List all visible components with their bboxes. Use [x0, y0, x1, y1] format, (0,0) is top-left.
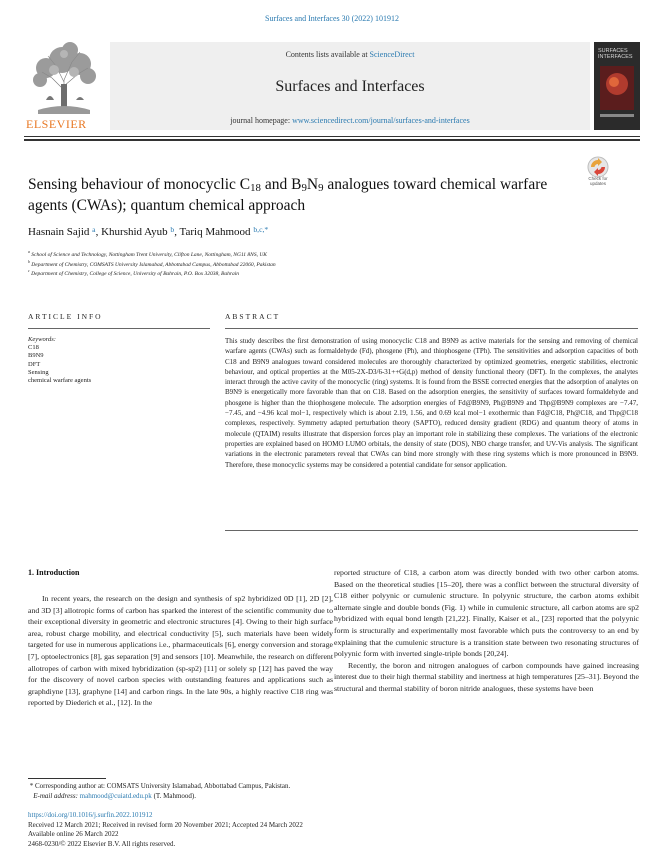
masthead-rule: [24, 136, 640, 137]
affiliations: [28, 251, 276, 280]
journal-homepage-link[interactable]: www.sciencedirect.com/journal/surfaces-and-interfaces: [292, 116, 470, 125]
copyright: 2468-0230/© 2022 Elsevier B.V. All rights reserved.: [28, 839, 176, 848]
article-info-rule: [28, 328, 210, 329]
keyword: chemical warfare agents: [28, 377, 92, 385]
keyword: B9N9: [28, 352, 44, 360]
corresponding-author-note: * Corresponding author at: COMSATS University Islamabad, Abbottabad Campus, Pakistan. E-mail address: mahmood@cuiatd.edu.pk (T. Mahmood).: [28, 782, 291, 800]
keywords-block: [28, 336, 91, 385]
author-list: Hasnain Sajid $^a$, Khurshid Ayub $^b$, Tariq Mahmood $^{b,c,*}$: [28, 225, 269, 238]
keyword: DFT: [28, 360, 41, 368]
contents-line: Contents lists available at ScienceDirect: [285, 50, 415, 59]
author-affiliation-mark[interactable]: a: [92, 225, 96, 234]
journal-cover[interactable]: [594, 42, 640, 130]
abstract-rule: [225, 328, 638, 329]
body-column-right: [334, 567, 639, 695]
keywords-title: Keywords:: [28, 336, 56, 343]
footnote-rule: [28, 778, 106, 779]
doi-link[interactable]: https://doi.org/10.1016/j.surfin.2022.101912: [28, 811, 153, 819]
masthead-rule-thick: [24, 139, 640, 141]
elsevier-tree-icon: [24, 40, 104, 116]
body-paragraph: Recently, the boron and nitrogen analogues of carbon compounds have gained increasing interest due to their high thermal stability and inertness at high temperatures [25–31]. Beyond the structural and thermal stability of boron nitride analogues, these systems have been: [334, 660, 639, 693]
journal-banner: [110, 42, 590, 130]
cover-art-icon: [594, 42, 640, 130]
publisher-name: ELSEVIER: [26, 117, 87, 131]
keyword: Sensing: [28, 368, 49, 376]
affiliation: $^a$ School of Science and Technology, Nottingham Trent University, Clifton Lane, Nottingham, NG11 8NS, UK: [28, 250, 267, 258]
available-online: Available online 26 March 2022: [28, 830, 119, 839]
cover-title: SURFACES INTERFACES: [598, 48, 633, 60]
masthead: [24, 40, 640, 134]
abstract-bottom-rule: [225, 530, 638, 531]
body-paragraph: reported structure of C18, a carbon atom was directly bonded with two other carbon atoms. Based on the theoretical studies [15–20], there was a conflict between the structural diversity of C18 either polyynic or cumulenic structure. In polyynic structure, the carbon atoms exhibit alternate single and double bonds (Fig. 1) while in cumulenic structure, all carbon atoms are sp2 hybridized with equal bond length [21,22]. Finally, Kaiser et al., [23] reported that the polyynic form is structurally and experimentally most favorable which puts the controversy to an end by explaining that the cumulenic structure is a transition state between two resonating structures of polyynic form with inverted single-triple bonds [20,24].: [334, 568, 639, 659]
journal-reference[interactable]: Surfaces and Interfaces 30 (2022) 101912: [265, 14, 399, 23]
journal-title: Surfaces and Interfaces: [275, 78, 425, 95]
author-affiliation-mark[interactable]: b: [170, 225, 175, 234]
author-name[interactable]: Hasnain Sajid: [28, 226, 90, 238]
elsevier-logo[interactable]: [24, 40, 104, 134]
affiliation: $^c$ Department of Chemistry, College of Science, University of Bahrain, P.O. Box 32038, Bahrain: [28, 269, 240, 277]
received-dates: Received 12 March 2021; Received in revised form 20 November 2021; Accepted 24 March 2022: [28, 820, 303, 829]
article-info-heading: ARTICLE INFO: [28, 312, 103, 321]
body-column-left: [28, 593, 333, 709]
abstract-text: This study describes the first demonstration of using monocyclic C18 and B9N9 as active materials for the sensing and removing of chemical warfare agents (CWAs) such as formaldehyde (Fd), phosgene (Ph), and thiophosgene (TPh). The sensitivities and adsorption capacities of both C18 and B9N9 analogues toward considered molecules are thoroughly characterized by optimized geometries, energetic stabilities, electronic behaviour, and optical properties at the M05-2X-D3/6-31++G(d,p) method of density functional theory (DFT). In the complexes, the analytes interact through the active cavity of the monocyclic (ring) systems. It is found from the BSSE corrected energies that the adsorption of analytes on B9N9 is energetically more favorable than that on C18. Based on the adsorption energies, the sensitivity of surfaces toward formaldehyde and phosgene is higher than the thiophosgene molecule. The adsorption energies of Fd@B9N9, Ph@B9N9 and Thp@B9N9 complexes are −7.47, −7.45, and −4.96 kcal mol−1, respectively which is about 2.19, 1.56, and 0.69 kcal mol−1 exothermic than Fd@C18, Ph@C18, and Thp@C18 complexes, respectively. Symmetry adapted perturbation theory (SAPTO), reduced density gradient (RDG) and quantum theory of atoms in molecule (QTAIM) results illustrate that dispersion forces play an important role in stabilizing these complexes. The variations of the electronic properties are explained based on HOMO LUMO orbitals, the density of state (DOS), NBO charge transfer, and UV-Vis analysis. The significant variations in the electronic parameters reveal that CWAs can bind more strongly with these ring systems which is more pronounced in B9N9. Therefore, these monocyclic systems may be considered a potential candidate for sensor application.: [225, 337, 638, 469]
author-name[interactable]: Tariq Mahmood: [179, 226, 251, 238]
affiliation: $^b$ Department of Chemistry, COMSATS University Islamabad, Abbottabad Campus, Abbottabad 22060, Pakistan: [28, 259, 276, 268]
check-for-updates-icon: [584, 156, 612, 178]
check-for-updates-label: Check for updates: [588, 176, 608, 186]
body-paragraph: In recent years, the research on the design and synthesis of sp2 hybridized 0D [1], 2D [2], and 3D [3] allotropic forms of carbon has sparked the interest of the scientific community due to their exceptional diversity in geometric and electronic structures [4]. Owing to their high surface area, robust charge mobility, and electrical conductivity [5], such materials have been widely targeted for use in numerous applications i.e., pharmaceuticals [6], energy conversion and storage [7], optoelectronics [8], gas separation [9] and sensors [10]. Meanwhile, the research on different allotropes of carbon with mixed hybridization (sp-sp2) [11] or solely sp [12] has paved the way for the discovery of novel carbon species with outstanding features and applications such as graphdiyne [13], graphyne [14] and carbon rings. In the late 90s, a highly reactive C18 ring was reported by Diederich et al., [12]. In the: [28, 594, 333, 708]
author-affiliation-mark[interactable]: b,c,*: [253, 225, 269, 234]
section-heading-introduction: 1. Introduction: [28, 568, 80, 577]
abstract-heading: ABSTRACT: [225, 312, 281, 321]
email-link[interactable]: mahmood@cuiatd.edu.pk: [79, 791, 152, 800]
publication-info: [28, 811, 303, 849]
homepage-line: journal homepage: www.sciencedirect.com/journal/surfaces-and-interfaces: [230, 116, 470, 125]
sciencedirect-link[interactable]: ScienceDirect: [369, 50, 415, 59]
keyword: C18: [28, 344, 39, 352]
author-name[interactable]: Khurshid Ayub: [101, 226, 168, 238]
article-title: Sensing behaviour of monocyclic $C_{18}$ and $B_9N_9$ analogues toward chemical warfare agents (CWAs); quantum chemical approach: [28, 176, 548, 214]
